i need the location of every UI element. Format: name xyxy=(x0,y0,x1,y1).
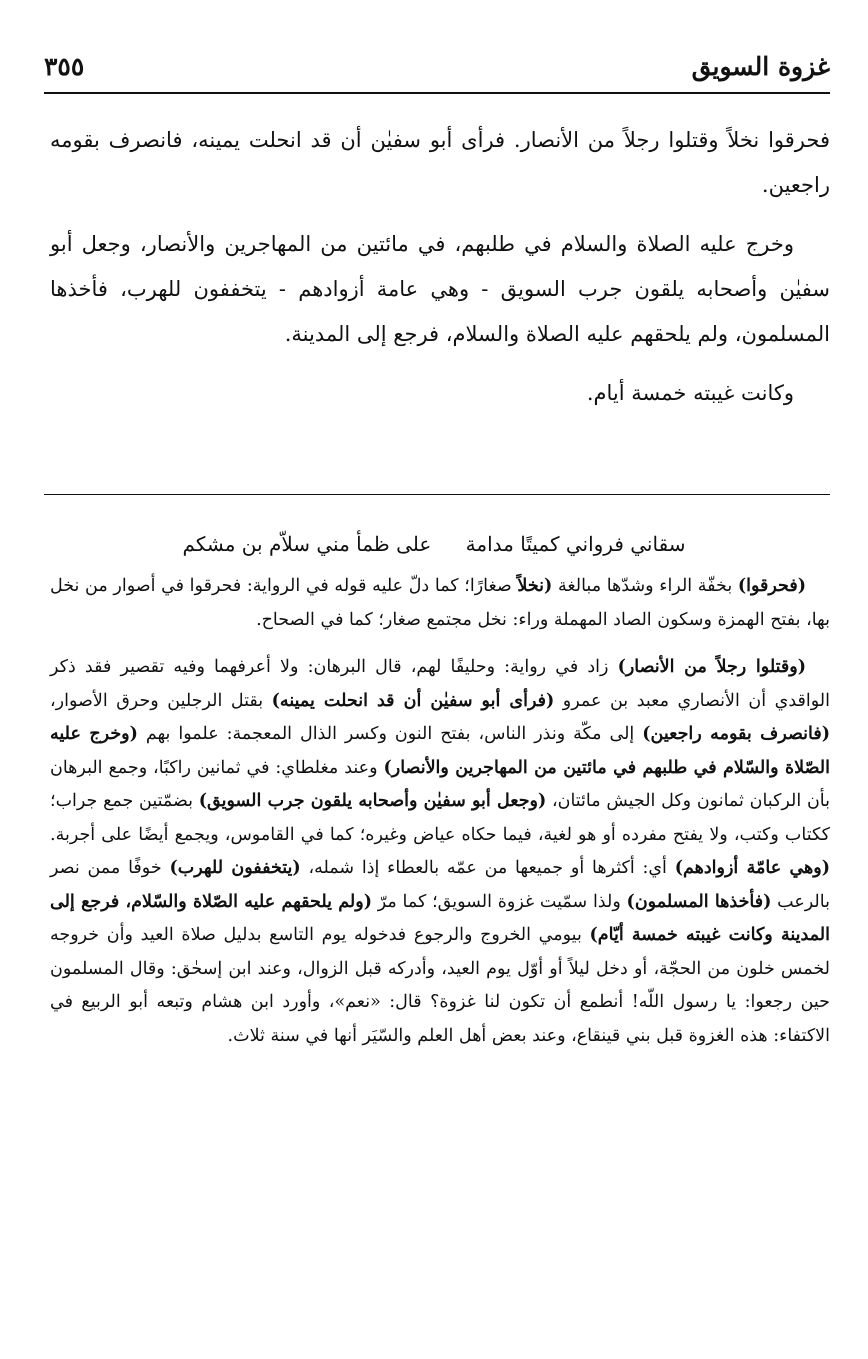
commentary-text: بخفّة الراء وشدّها مبالغة xyxy=(552,576,738,596)
header-divider xyxy=(44,92,830,94)
commentary-text: وعند مغلطاي: في ثمانين راكبًا، وجمع البرهان بأن الركبان ثمانون وكل الجيش مائتان، xyxy=(50,757,831,811)
poem-hemistich-2: على ظمأ مني سلاّم بن مشكم xyxy=(182,532,432,556)
quoted-phrase: (فأخذها المسلمون) xyxy=(626,891,772,912)
quoted-phrase: (فرأى أبو سفيٰن أن قد انحلت يمينه) xyxy=(271,690,555,711)
poem-hemistich-1: سقاني فرواني كميتًا مدامة xyxy=(465,532,686,556)
main-text xyxy=(50,118,830,430)
quoted-phrase: (نخلاً xyxy=(517,576,553,596)
quoted-phrase: (ولم يلحقهم عليه الصّلاة والسّلام، فرجع إلى المدينة وكانت غيبته خمسة أيّام) xyxy=(50,891,830,945)
quoted-phrase: (وقتلوا رجلاً من الأنصار) xyxy=(617,657,806,677)
commentary-text: ولذا سمّيت غزوة السويق؛ كما مرّ xyxy=(372,891,627,912)
main-paragraph: وكانت غيبته خمسة أيام. xyxy=(586,381,794,405)
commentary-text: بقتل الرجلين وحرق الأصوار، xyxy=(50,690,272,711)
main-paragraph: وخرج عليه الصلاة والسلام في طلبهم، في مائتين من المهاجرين والأنصار، وجعل أبو سفيٰن وأصحابه يلقون جرب السويق - وهي عامة أزوادهم - يتخففون للهرب، فأخذها المسلمون، ولم يلحقهم عليه الصلاة والسلام، فرجع إلى المدينة. xyxy=(50,232,830,346)
commentary-text: أي: أكثرها أو جميعها من عمّه بالعطاء إذا شمله، xyxy=(300,858,675,878)
commentary-text: صغارًا؛ كما دلّ عليه قوله في الرواية: فحرقوا في أصوار من نخل بها، بفتح الهمزة وسكون الصاد المهملة وراء: نخل مجتمع صغار؛ كما في الصحاح. xyxy=(50,576,830,630)
chapter-title: غزوة السويق xyxy=(691,52,830,81)
quoted-phrase: (فانصرف بقومه راجعين) xyxy=(642,724,831,744)
quoted-phrase: (وخرج عليه الصّلاة والسّلام في طلبهم في مائتين من المهاجرين والأنصار) xyxy=(50,724,830,778)
quoted-phrase: (وجعل أبو سفيٰن وأصحابه يلقون جرب السويق) xyxy=(198,791,547,811)
footnote-divider xyxy=(44,494,830,495)
commentary-text: زاد في رواية: وحليفًا لهم، قال البرهان: ولا أعرفهما وفيه تقصير فقد ذكر الواقدي أن الأنصاري معبد بن عمرو xyxy=(50,657,830,711)
main-paragraph: فحرقوا نخلاً وقتلوا رجلاً من الأنصار. فرأى أبو سفيٰن أن قد انحلت يمينه، فانصرف بقومه راجعين. xyxy=(50,128,830,197)
commentary xyxy=(50,570,830,1067)
quoted-phrase: (يتخففون للهرب) xyxy=(169,858,301,878)
commentary-text: خوفًا ممن نصر بالرعب xyxy=(50,858,830,912)
running-header xyxy=(44,48,830,90)
commentary-paragraph xyxy=(50,570,830,637)
quoted-phrase: (وهي عامّة أزوادهم) xyxy=(674,858,830,878)
commentary-text: بضمّتين جمع جراب؛ ككتاب وكتب، ولا يفتح مفرده أو هو لغية، فيما حكاه عياض وغيره؛ كما في القاموس، ويجمع أيضًا على أجربة. xyxy=(50,791,830,845)
quoted-phrase: (فحرقوا) xyxy=(737,576,806,596)
poem-verse xyxy=(60,524,808,564)
commentary-paragraph xyxy=(50,651,830,1053)
page-number: ٣٥٥ xyxy=(44,52,85,81)
commentary-text: بيومي الخروج والرجوع فدخوله يوم التاسع بدليل صلاة العيد وأن خروجه لخمس خلون من الحجّة، أو دخل ليلاً أو أوّل يوم العيد، وأدركه قبل الزوال، وعند ابن إسحٰق: وقال المسلمون حين رجعوا: يا رسول اللّه! أنطمع أن تكون لنا غزوة؟ قال: «نعم»، وأورد ابن هشام وتبعه أبو الربيع في الاكتفاء: هذه الغزوة قبل بني قينقاع، وعند بعض أهل العلم والسّيَر أنها في سنة ثلاث. xyxy=(50,925,830,1046)
commentary-text: إلى مكّة ونذر الناس، بفتح النون وكسر الذال المعجمة: علموا بهم xyxy=(137,724,643,744)
